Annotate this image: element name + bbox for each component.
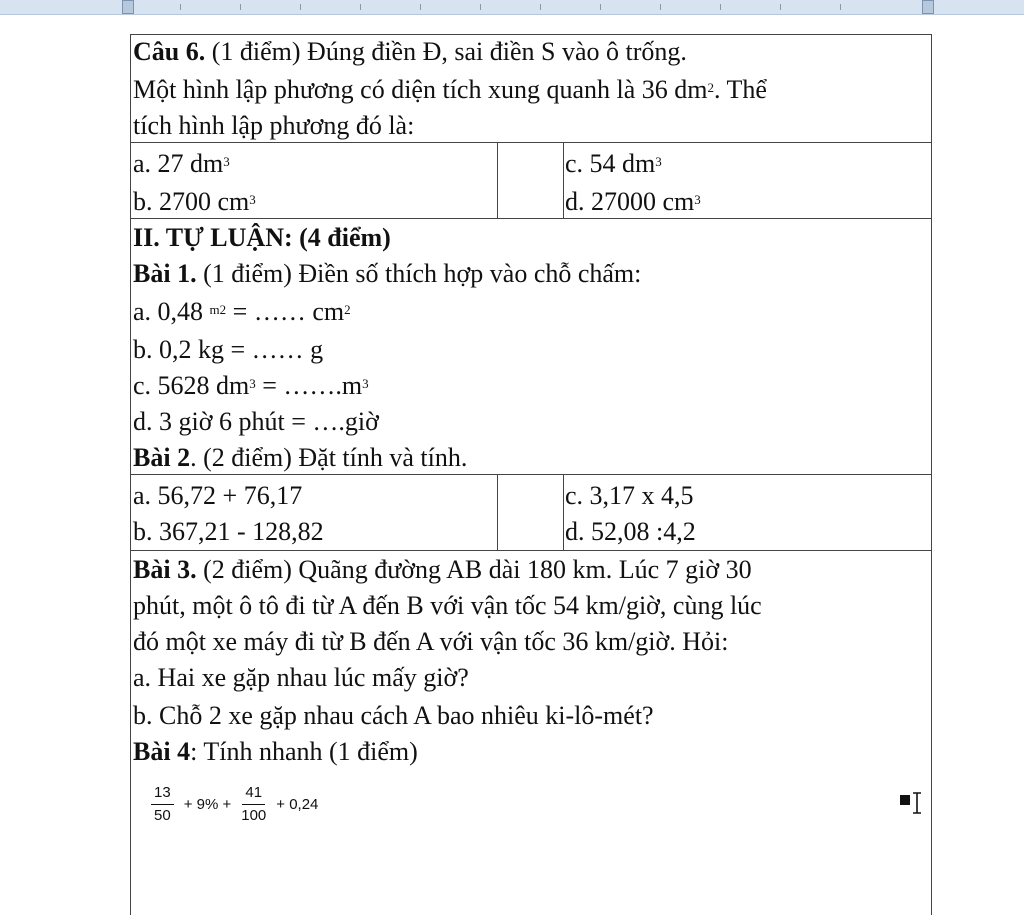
bai2-grid bbox=[131, 475, 931, 551]
operator-text: + 9% + bbox=[183, 795, 232, 813]
q6-option-a: a. 27 $dm^3$ bbox=[133, 149, 230, 178]
bai3-line2: phút, một ô tô đi từ A đến B với vận tốc 54 km/giờ, cùng lúc bbox=[133, 591, 762, 620]
essay-section bbox=[131, 219, 931, 475]
left-indent-marker[interactable] bbox=[122, 0, 134, 14]
q6-option-d: d. 27000 $cm^3$ bbox=[565, 187, 701, 216]
q6-options-grid bbox=[131, 143, 931, 219]
q6-line2: Một hình lập phương có diện tích xung quanh là 36 $dm^2$. Thể bbox=[133, 75, 767, 104]
question-6-block bbox=[131, 35, 931, 143]
bai1-heading: Bài 1. (1 điểm) Điền số thích hợp vào chỗ chấm: bbox=[133, 259, 642, 288]
section-2-title: II. TỰ LUẬN: (4 điểm) bbox=[133, 223, 391, 252]
fraction-13-50: $\frac{13}{50}$ bbox=[151, 784, 174, 825]
document-page[interactable] bbox=[130, 34, 932, 915]
bai2-heading: Bài 2. (2 điểm) Đặt tính và tính. bbox=[133, 443, 468, 472]
bai1-d: d. 3 giờ 6 phút = ….giờ bbox=[133, 407, 379, 436]
bai2-a: a. 56,72 + 76,17 bbox=[133, 481, 303, 510]
ibeam-icon bbox=[912, 792, 922, 814]
bai2-c: c. 3,17 x 4,5 bbox=[565, 481, 694, 510]
ruler[interactable] bbox=[0, 0, 1024, 15]
bai4-expression bbox=[145, 779, 322, 829]
bai4-heading: Bài 4: Tính nhanh (1 điểm) bbox=[133, 737, 418, 766]
bai2-d: d. 52,08 :4,2 bbox=[565, 517, 696, 546]
q6-line1: Câu 6. (1 điểm) Đúng điền Đ, sai điền S vào ô trống. bbox=[133, 37, 687, 66]
bai1-a: a. 0,48 $^{m2}$ = …… $cm^2$ bbox=[133, 297, 351, 326]
fraction-41-100: $\frac{41}{100}$ bbox=[241, 783, 267, 824]
bai3-b: b. Chỗ 2 xe gặp nhau cách A bao nhiêu ki-lô-mét? bbox=[133, 701, 654, 730]
bai3-line1: Bài 3. (2 điểm) Quãng đường AB dài 180 km. Lúc 7 giờ 30 bbox=[133, 555, 752, 584]
bai3-a: a. Hai xe gặp nhau lúc mấy giờ? bbox=[133, 663, 469, 692]
q6-option-c: c. 54 $dm^3$ bbox=[565, 149, 662, 178]
bai3-line3: đó một xe máy đi từ B đến A với vận tốc 36 km/giờ. Hỏi: bbox=[133, 627, 729, 656]
bai1-c: c. 5628 $dm^3$ = $\dots\dots.m^3$ bbox=[133, 371, 369, 400]
text-cursor-icon bbox=[900, 792, 920, 814]
q6-option-b: b. 2700 $cm^3$ bbox=[133, 187, 256, 216]
bai2-b: b. 367,21 - 128,82 bbox=[133, 517, 324, 546]
bai3-bai4-block bbox=[131, 551, 931, 915]
operator-text-2: + 0,24 bbox=[276, 795, 319, 813]
q6-line3: tích hình lập phương đó là: bbox=[133, 111, 415, 140]
bai1-b: b. 0,2 kg = …… g bbox=[133, 335, 324, 364]
anchor-icon bbox=[900, 795, 910, 805]
right-indent-marker[interactable] bbox=[922, 0, 934, 14]
